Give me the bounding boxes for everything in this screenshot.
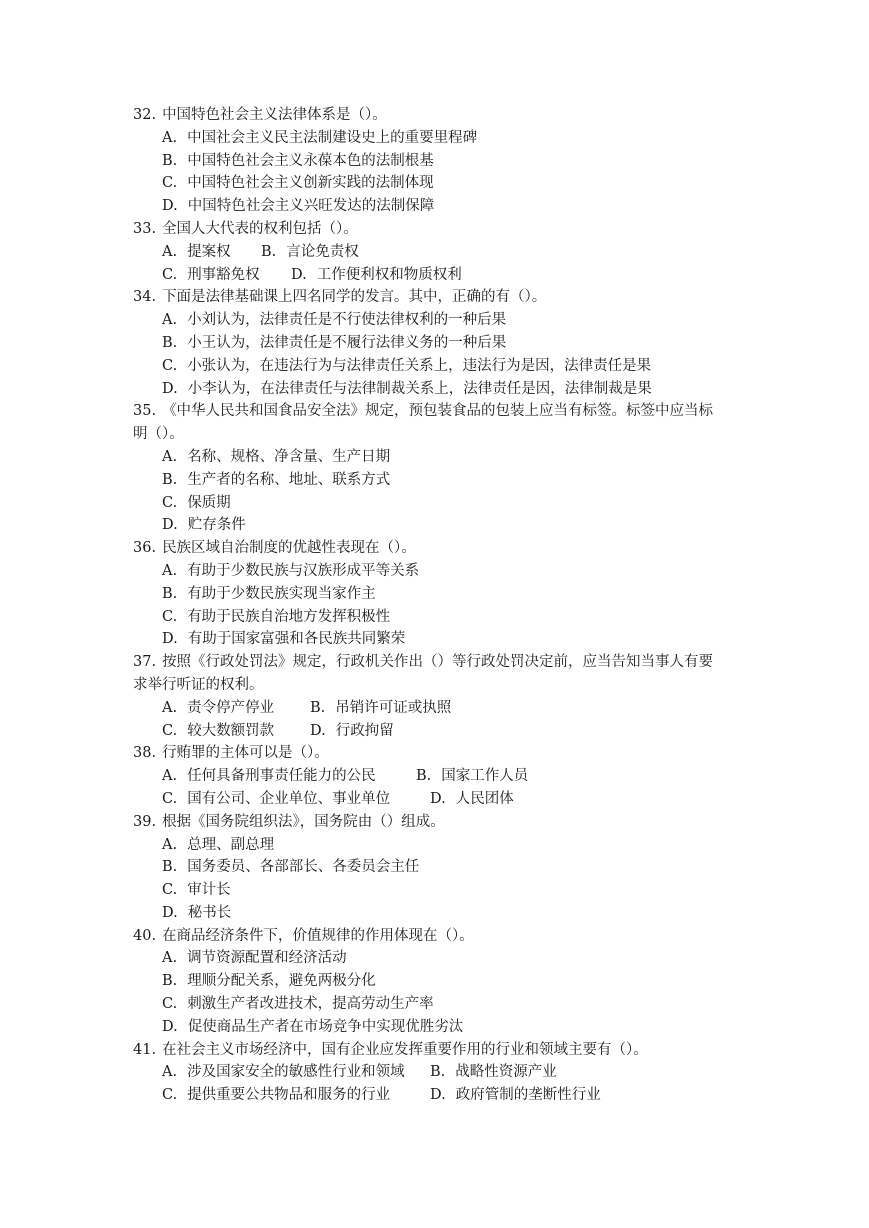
option-text: 生产者的名称、地址、联系方式 — [187, 471, 391, 488]
question-text: 下面是法律基础课上四名同学的发言。其中，正确的有（）。 — [162, 289, 547, 306]
option-letter: D. — [291, 266, 307, 283]
option-letter: D. — [310, 722, 326, 739]
option — [133, 856, 748, 879]
option-text: 国家工作人员 — [441, 768, 529, 785]
question-stem — [133, 651, 748, 674]
question-text: 在社会主义市场经济中，国有企业应发挥重要作用的行业和领域主要有（）。 — [162, 1041, 648, 1058]
option-letter: C. — [162, 175, 178, 192]
option-text: 有助于国家富强和各民族共同繁荣 — [187, 631, 406, 648]
option-letter: B. — [430, 1064, 446, 1081]
question-number: 34. — [133, 289, 157, 306]
option — [162, 720, 310, 743]
option-letter: B. — [310, 699, 326, 716]
question-number: 39. — [133, 813, 157, 830]
question-33 — [133, 218, 748, 286]
option — [133, 195, 748, 218]
question-39 — [133, 811, 748, 925]
option — [133, 514, 748, 537]
option — [416, 765, 528, 788]
option — [133, 378, 748, 401]
option-text: 小李认为，在法律责任与法律制裁关系上，法律责任是因，法律制裁是果 — [187, 380, 652, 397]
option-text: 提供重要公共物品和服务的行业 — [187, 1087, 391, 1104]
option-row — [133, 765, 748, 788]
question-stem-continued: 求举行听证的权利。 — [133, 676, 264, 693]
option-letter: A. — [162, 448, 178, 465]
option — [133, 172, 748, 195]
question-stem — [133, 218, 748, 241]
option-text: 行政拘留 — [335, 722, 394, 739]
option-text: 贮存条件 — [187, 517, 246, 534]
option-letter: C. — [162, 790, 178, 807]
option — [133, 902, 748, 925]
option-text: 保质期 — [187, 494, 231, 511]
option-letter: B. — [162, 152, 178, 169]
question-stem — [133, 811, 748, 834]
option — [133, 628, 748, 651]
option-letter: D. — [162, 631, 178, 648]
option-letter: A. — [162, 768, 178, 785]
question-text: 按照《行政处罚法》规定，行政机关作出（）等行政处罚决定前，应当告知当事人有要 — [162, 654, 714, 671]
question-41 — [133, 1039, 748, 1107]
option — [133, 947, 748, 970]
option-text: 中国社会主义民主法制建设史上的重要里程碑 — [187, 129, 478, 146]
question-list — [133, 104, 748, 1107]
question-stem — [133, 400, 748, 423]
option-letter: C. — [162, 722, 178, 739]
question-text: 《中华人民共和国食品安全法》规定，预包装食品的包装上应当有标签。标签中应当标 — [162, 403, 714, 420]
option — [133, 492, 748, 515]
option-text: 审计长 — [187, 882, 231, 899]
question-text: 中国特色社会主义法律体系是（）。 — [162, 107, 387, 123]
option-letter: C. — [162, 608, 178, 625]
option-text: 中国特色社会主义永葆本色的法制根基 — [187, 152, 434, 169]
option-text: 言论免责权 — [286, 243, 359, 260]
option-row — [133, 697, 748, 720]
option-text: 小张认为，在违法行为与法律责任关系上，违法行为是因，法律责任是果 — [187, 357, 652, 374]
option-letter: B. — [162, 585, 178, 602]
question-36 — [133, 537, 748, 651]
question-number: 37. — [133, 654, 157, 671]
question-stem — [133, 537, 748, 560]
question-number: 33. — [133, 220, 157, 237]
question-32 — [133, 104, 748, 218]
option-letter: A. — [162, 312, 178, 329]
option-text: 涉及国家安全的敏感性行业和领域 — [187, 1064, 405, 1081]
question-35 — [133, 400, 748, 537]
option — [133, 446, 748, 469]
option-letter: B. — [162, 973, 178, 990]
option — [162, 697, 310, 720]
option-letter: A. — [162, 836, 178, 853]
option — [133, 970, 748, 993]
option-letter: B. — [261, 243, 277, 260]
option-letter: B. — [162, 471, 178, 488]
option-letter: D. — [162, 1018, 178, 1035]
question-number: 35. — [133, 403, 157, 420]
option-text: 责令停产停业 — [187, 699, 275, 716]
option-letter: C. — [162, 996, 178, 1013]
option — [162, 1084, 430, 1107]
option — [133, 560, 748, 583]
question-stem — [133, 1039, 748, 1062]
option-row — [133, 241, 748, 264]
option — [133, 1016, 748, 1039]
option — [133, 127, 748, 150]
option-text: 有助于少数民族实现当家作主 — [187, 585, 376, 602]
option — [430, 788, 514, 811]
option-text: 战略性资源产业 — [455, 1064, 557, 1081]
option-row — [133, 1084, 748, 1107]
option-letter: D. — [430, 790, 446, 807]
option-letter: A. — [162, 950, 178, 967]
option — [291, 264, 462, 287]
option-text: 政府管制的垄断性行业 — [455, 1087, 601, 1104]
option — [162, 765, 416, 788]
option-letter: B. — [416, 768, 432, 785]
option — [162, 788, 430, 811]
option — [162, 241, 261, 264]
question-stem-continued: 明（）。 — [133, 426, 184, 443]
option — [261, 241, 359, 264]
option-text: 小刘认为，法律责任是不行使法律权利的一种后果 — [187, 312, 507, 329]
option-row — [133, 720, 748, 743]
option — [133, 150, 748, 173]
option-text: 促使商品生产者在市场竞争中实现优胜劣汰 — [187, 1018, 464, 1035]
option-letter: D. — [162, 904, 178, 921]
question-40 — [133, 925, 748, 1039]
question-text: 在商品经济条件下，价值规律的作用体现在（）。 — [162, 927, 474, 944]
option-text: 有助于民族自治地方发挥积极性 — [187, 608, 391, 625]
question-stem — [133, 104, 748, 127]
option — [133, 469, 748, 492]
option-text: 任何具备刑事责任能力的公民 — [187, 768, 376, 785]
option-text: 提案权 — [187, 243, 231, 260]
option-text: 中国特色社会主义创新实践的法制体现 — [187, 175, 434, 192]
option — [430, 1061, 557, 1084]
option-letter: A. — [162, 243, 178, 260]
question-number: 41. — [133, 1041, 157, 1058]
question-stem — [133, 925, 748, 948]
option — [430, 1084, 601, 1107]
option — [133, 879, 748, 902]
question-38 — [133, 742, 748, 810]
option-letter: C. — [162, 494, 178, 511]
option-text: 小王认为，法律责任是不履行法律义务的一种后果 — [187, 334, 507, 351]
option-text: 吊销许可证或执照 — [335, 699, 452, 716]
option — [310, 720, 394, 743]
option-letter: A. — [162, 129, 178, 146]
option — [133, 834, 748, 857]
question-37 — [133, 651, 748, 742]
option — [133, 332, 748, 355]
question-number: 40. — [133, 927, 157, 944]
option-text: 秘书长 — [187, 904, 232, 921]
question-stem — [133, 742, 748, 765]
option-letter: B. — [162, 334, 178, 351]
option-text: 国务委员、各部部长、各委员会主任 — [187, 859, 420, 876]
option-letter: D. — [162, 198, 178, 215]
option-letter: C. — [162, 1087, 178, 1104]
option-row — [133, 1061, 748, 1084]
question-text: 全国人大代表的权利包括（）。 — [162, 220, 358, 237]
question-number: 38. — [133, 745, 157, 762]
option-letter: B. — [162, 859, 178, 876]
option — [133, 993, 748, 1016]
option — [133, 583, 748, 606]
question-text: 根据《国务院组织法》，国务院由（）组成。 — [162, 813, 445, 830]
option-text: 有助于少数民族与汉族形成平等关系 — [187, 562, 420, 579]
option-text: 中国特色社会主义兴旺发达的法制保障 — [187, 198, 435, 215]
option-text: 较大数额罚款 — [187, 722, 275, 739]
question-text: 民族区域自治制度的优越性表现在（）。 — [162, 540, 416, 557]
question-number: 36. — [133, 540, 157, 557]
question-stem — [133, 286, 748, 309]
option — [162, 1061, 430, 1084]
option-row — [133, 264, 748, 287]
option-letter: A. — [162, 562, 178, 579]
option-text: 刺激生产者改进技术，提高劳动生产率 — [187, 996, 434, 1013]
option-row — [133, 788, 748, 811]
option-text: 刑事豁免权 — [187, 266, 260, 283]
option-letter: D. — [162, 517, 178, 534]
option-letter: C. — [162, 357, 178, 374]
option-text: 名称、规格、净含量、生产日期 — [187, 448, 391, 465]
option-text: 国有公司、企业单位、事业单位 — [187, 790, 391, 807]
option-text: 人民团体 — [455, 790, 514, 807]
option — [162, 264, 291, 287]
question-number: 32. — [133, 107, 157, 123]
option-letter: C. — [162, 266, 178, 283]
option-letter: A. — [162, 1064, 178, 1081]
option-text: 调节资源配置和经济活动 — [187, 950, 347, 967]
option — [133, 606, 748, 629]
option-letter: D. — [430, 1087, 446, 1104]
option-text: 工作便利权和物质权利 — [316, 266, 462, 283]
option-text: 总理、副总理 — [187, 836, 275, 853]
question-text: 行贿罪的主体可以是（）。 — [162, 745, 329, 762]
option — [310, 697, 451, 720]
question-34 — [133, 286, 748, 400]
option-text: 理顺分配关系，避免两极分化 — [187, 973, 376, 990]
option — [133, 309, 748, 332]
option-letter: C. — [162, 882, 178, 899]
option — [133, 355, 748, 378]
option-letter: D. — [162, 380, 178, 397]
option-letter: A. — [162, 699, 178, 716]
